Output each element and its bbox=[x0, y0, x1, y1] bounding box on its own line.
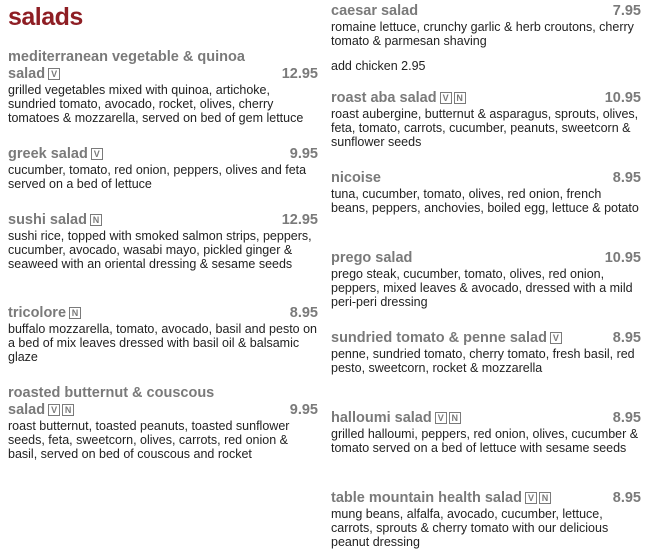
menu-item bbox=[331, 250, 641, 310]
item-header bbox=[331, 3, 641, 20]
vegetarian-badge: V bbox=[440, 92, 452, 104]
item-name: sundried tomato & penne salad V bbox=[331, 330, 641, 347]
nuts-badge: N bbox=[454, 92, 466, 104]
vegetarian-badge: V bbox=[48, 404, 60, 416]
item-header bbox=[331, 250, 641, 267]
item-addon: add chicken 2.95 bbox=[331, 59, 426, 74]
item-price: 8.95 bbox=[612, 490, 641, 506]
item-price: 12.95 bbox=[281, 66, 318, 82]
item-description: buffalo mozzarella, tomato, avocado, basil and pesto on a bed of mix leaves dressed with basil oil & balsamic glaze bbox=[8, 322, 317, 365]
item-header bbox=[8, 49, 318, 83]
item-header bbox=[8, 146, 318, 163]
nuts-badge: N bbox=[539, 492, 551, 504]
item-description: mung beans, alfalfa, avocado, cucumber, lettuce, carrots, sprouts & cherry tomato with our delicious peanut dressing bbox=[331, 507, 609, 550]
item-price: 8.95 bbox=[612, 410, 641, 426]
item-price: 9.95 bbox=[289, 402, 318, 418]
item-name: prego salad bbox=[331, 250, 413, 266]
nuts-badge: N bbox=[62, 404, 74, 416]
item-description: roast aubergine, butternut & asparagus, sprouts, olives, feta, tomato, carrots, cucumber, peanuts, sweetcorn & sunflower seeds bbox=[331, 107, 639, 150]
item-description: cucumber, tomato, red onion, peppers, olives and feta served on a bed of lettuce bbox=[8, 163, 307, 192]
item-name: roast aba salad V N bbox=[331, 90, 641, 107]
item-description: grilled vegetables mixed with quinoa, artichoke, sundried tomato, avocado, rocket, olives, cherry tomatoes & mozzarella, served on bed of gem lettuce bbox=[8, 83, 304, 126]
nuts-badge: N bbox=[90, 214, 102, 226]
item-price: 12.95 bbox=[281, 212, 318, 228]
item-price: 8.95 bbox=[289, 305, 318, 321]
menu-item bbox=[8, 146, 318, 191]
vegetarian-badge: V bbox=[91, 148, 103, 160]
item-description: romaine lettuce, crunchy garlic & herb croutons, cherry tomato & parmesan shaving bbox=[331, 20, 634, 49]
item-header bbox=[331, 170, 641, 187]
item-description: penne, sundried tomato, cherry tomato, fresh basil, red pesto, sweetcorn, rocket & mozzarella bbox=[331, 347, 635, 376]
item-name: mediterranean vegetable & quinoa salad V bbox=[8, 49, 245, 82]
item-name: greek salad V bbox=[8, 146, 318, 163]
menu-item bbox=[331, 490, 641, 550]
page-title: salads bbox=[8, 3, 83, 31]
item-name: tricolore N bbox=[8, 305, 318, 322]
item-price: 8.95 bbox=[612, 330, 641, 346]
item-header bbox=[331, 330, 641, 347]
menu-item bbox=[8, 305, 318, 365]
item-description: prego steak, cucumber, tomato, olives, red onion, peppers, mixed leaves & avocado, dressed with a mild peri-peri dressing bbox=[331, 267, 633, 310]
item-header bbox=[331, 90, 641, 107]
nuts-badge: N bbox=[449, 412, 461, 424]
item-price: 10.95 bbox=[604, 90, 641, 106]
item-name: table mountain health salad V N bbox=[331, 490, 641, 507]
menu-item bbox=[331, 3, 641, 74]
item-header bbox=[8, 305, 318, 322]
item-name: nicoise bbox=[331, 170, 381, 186]
menu-item bbox=[331, 170, 641, 215]
item-description: grilled halloumi, peppers, red onion, olives, cucumber & tomato served on a bed of lettuce with sesame seeds bbox=[331, 427, 639, 456]
item-header bbox=[8, 212, 318, 229]
menu-item bbox=[8, 212, 318, 272]
vegetarian-badge: V bbox=[525, 492, 537, 504]
item-header bbox=[331, 410, 641, 427]
item-price: 9.95 bbox=[289, 146, 318, 162]
item-header bbox=[331, 490, 641, 507]
item-description: roast butternut, toasted peanuts, toasted sunflower seeds, feta, sweetcorn, olives, carrots, red onion & basil, served on bed of couscous and rocket bbox=[8, 419, 290, 462]
item-name: roasted butternut & couscous salad V N bbox=[8, 385, 215, 418]
vegetarian-badge: V bbox=[48, 68, 60, 80]
menu-item bbox=[331, 410, 641, 455]
item-name: halloumi salad V N bbox=[331, 410, 641, 427]
menu-item bbox=[331, 90, 641, 150]
item-name: sushi salad N bbox=[8, 212, 318, 229]
vegetarian-badge: V bbox=[435, 412, 447, 424]
item-description: sushi rice, topped with smoked salmon strips, peppers, cucumber, avocado, wasabi mayo, pickled ginger & seaweed with an oriental dressing & sesame seeds bbox=[8, 229, 312, 272]
item-name: caesar salad bbox=[331, 3, 419, 19]
item-description: tuna, cucumber, tomato, olives, red onion, french beans, peppers, anchovies, boiled egg, lettuce & potato bbox=[331, 187, 639, 216]
item-price: 8.95 bbox=[612, 170, 641, 186]
item-price: 10.95 bbox=[604, 250, 641, 266]
menu-item bbox=[331, 330, 641, 375]
vegetarian-badge: V bbox=[550, 332, 562, 344]
item-price: 7.95 bbox=[612, 3, 641, 19]
menu-item bbox=[8, 49, 318, 126]
menu-item bbox=[8, 385, 318, 462]
item-header bbox=[8, 385, 318, 419]
nuts-badge: N bbox=[69, 307, 81, 319]
